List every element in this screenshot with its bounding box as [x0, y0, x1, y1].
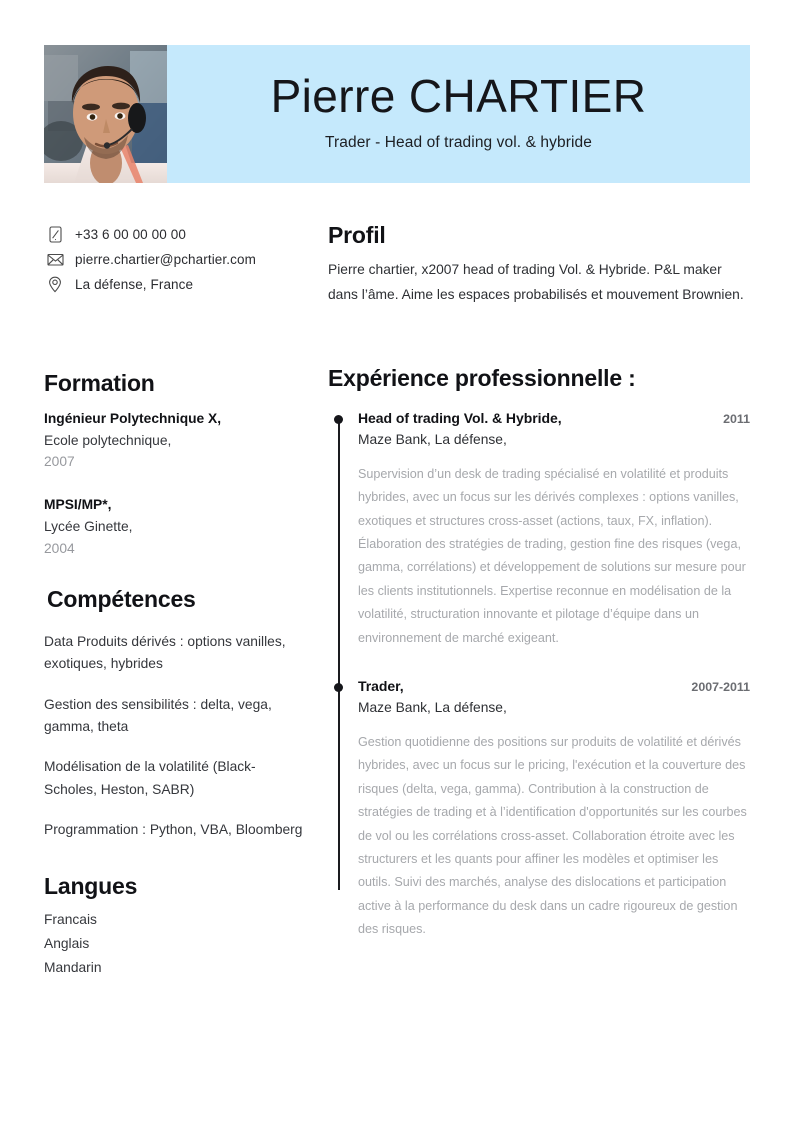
right-column [328, 222, 750, 942]
phone-value[interactable]: +33 6 00 00 00 00 [75, 227, 186, 242]
job-subtitle: Trader - Head of trading vol. & hybride [325, 134, 592, 152]
language-item: Anglais [44, 936, 90, 951]
language-item: Francais [44, 912, 97, 928]
education-item [44, 409, 306, 472]
education-school: Ecole polytechnique, [44, 432, 172, 448]
skill-item: Gestion des sensibilités : delta, vega, gamma, theta [44, 696, 272, 734]
formation-heading: Formation [44, 370, 155, 396]
experience-title: Trader, [358, 678, 404, 695]
email-value[interactable]: pierre.chartier@pchartier.com [75, 252, 256, 267]
header-text-block [167, 45, 750, 183]
experience-date: 2011 [723, 412, 750, 427]
education-title: Ingénieur Polytechnique X, [44, 411, 222, 426]
experience-heading: Expérience professionnelle : [328, 365, 636, 392]
contact-block [44, 222, 306, 297]
experience-date: 2007-2011 [691, 680, 750, 695]
langues-heading: Langues [44, 873, 138, 900]
experience-entry-header [358, 410, 750, 426]
education-school: Lycée Ginette, [44, 519, 133, 535]
education-year: 2004 [44, 540, 75, 556]
formation-section [44, 370, 306, 559]
first-name: Pierre [270, 69, 396, 122]
timeline-dot-icon [334, 415, 343, 424]
left-column [44, 222, 306, 979]
experience-description: Gestion quotidienne des positions sur produits de volatilité et dérivés hybrides, avec un focus sur le pricing, l'exécution et la couverture des risques (delta, vega, gamma). Contribution à la construction de stratégies de trading et à l’identification d'opportunités sur les courbes de vol ou les corrélations cross-asset. Collaboration étroite avec les structurers et les quants pour affiner les modèles et optimiser les outils. Suivi des marchés, analyse des dislocations et participation active à la performance du desk dans un cadre rigoureux de gestion des risques. [358, 734, 747, 937]
profil-body: Pierre chartier, x2007 head of trading Vol. & Hybride. P&L maker dans l’âme. Aime les espaces probabilisés et mouvement Brownien. [328, 262, 744, 302]
skill-item: Programmation : Python, VBA, Bloomberg [44, 821, 303, 837]
experience-company: Maze Bank, La défense, [358, 700, 507, 716]
phone-icon [44, 226, 66, 243]
education-year: 2007 [44, 454, 75, 470]
experience-entry [358, 678, 750, 941]
timeline-dot-icon [334, 683, 343, 692]
location-value: La défense, France [75, 277, 194, 292]
langues-section [44, 873, 306, 979]
experience-entry-header [358, 678, 750, 694]
last-name: CHARTIER [408, 69, 647, 122]
education-title: MPSI/MP*, [44, 497, 112, 513]
experience-description: Supervision d’un desk de trading spécialisé en volatilité et produits hybrides, avec un focus sur les dérivés complexes : options vanilles, exotiques et structures cross-asset (actions, taux, FX, inflation). Élaboration des stratégies de trading, gestion fine des risques (vega, gamma, corrélations) et développement de solutions sur mesure pour les clients institutionnels. Expertise reconnue en modélisation de la volatilité, structuration innovante et pilotage d’équipe dans un environnement de marché exigeant. [358, 466, 746, 645]
contact-row-phone [44, 222, 306, 247]
competences-heading: Compétences [47, 585, 196, 612]
header-banner [44, 45, 750, 183]
competences-section [44, 586, 306, 841]
experience-section [328, 365, 750, 942]
experience-company: Maze Bank, La défense, [358, 432, 507, 448]
skill-item: Modélisation de la volatilité (Black-Scholes, Heston, SABR) [44, 759, 256, 797]
skill-item: Data Produits dérivés : options vanilles, exotiques, hybrides [44, 633, 286, 672]
contact-row-location [44, 272, 306, 297]
experience-entry [358, 410, 750, 650]
profil-heading: Profil [328, 222, 386, 248]
experience-title: Head of trading Vol. & Hybride, [358, 410, 562, 427]
avatar [44, 45, 167, 183]
profil-section [328, 222, 750, 307]
page-title [270, 69, 647, 122]
location-icon [44, 276, 66, 293]
contact-row-email [44, 247, 306, 272]
email-icon [44, 253, 66, 266]
education-item [44, 495, 306, 558]
experience-timeline [328, 410, 750, 942]
language-item: Mandarin [44, 959, 102, 975]
